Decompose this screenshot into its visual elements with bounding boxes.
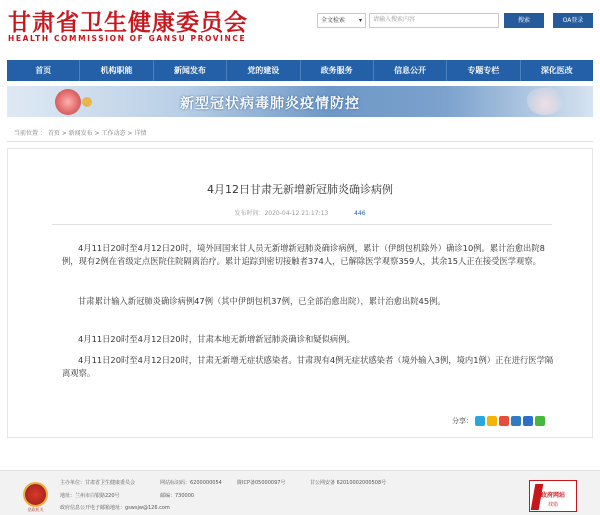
divider <box>7 141 593 142</box>
oa-login-button[interactable]: OA登录 <box>553 13 593 28</box>
search-scope-select[interactable] <box>317 13 366 28</box>
wechat-icon[interactable] <box>535 416 545 426</box>
footer-sponsor: 主办单位：甘肃省卫生健康委员会 <box>60 480 136 486</box>
site-logo-subtitle: HEALTH COMMISSION OF GANSU PROVINCE <box>8 34 247 43</box>
gov-logo-title: 政府网站 <box>540 492 565 499</box>
chevron-down-icon: ▾ <box>358 17 362 24</box>
covid-banner[interactable] <box>7 86 593 117</box>
divider <box>52 224 552 225</box>
breadcrumb[interactable]: 当前位置 ： 首页 > 新闻发布 > 工作动态 > 详情 <box>14 130 147 137</box>
search-button[interactable]: 搜索 <box>504 13 544 28</box>
nav-item-disclosure[interactable]: 信息公开 <box>374 60 447 81</box>
article-meta <box>8 208 592 217</box>
article-paragraph: 4月11日20时至4月12日20时，甘肃无新增无症状感染者。甘肃现有4例无症状感染者（境外输入3例，境内1例）正在进行医学隔离观察。 <box>62 355 554 379</box>
gov-logo-subtitle: 找错 <box>547 502 558 508</box>
main-nav <box>7 60 593 81</box>
nav-item-party[interactable]: 党的建设 <box>227 60 300 81</box>
weibo-icon[interactable] <box>499 416 509 426</box>
footer-email: 政府信息公开电子邮箱地址：gswsjw@126.com <box>60 505 170 511</box>
view-count: 446 <box>354 210 366 217</box>
emblem-caption: 党政机关 <box>27 507 44 512</box>
douban-icon[interactable] <box>523 416 533 426</box>
article-panel <box>7 148 593 438</box>
banner-title: 新型冠状病毒肺炎疫情防控 <box>180 96 360 112</box>
nav-item-topics[interactable]: 专题专栏 <box>447 60 520 81</box>
article-paragraph: 4月11日20时至4月12日20时，境外回国来甘人员无新增新冠肺炎确诊病例，累计（伊朗包机除外）确诊10例。累计治愈出院8例，现有2例在省级定点医院住院隔离治疗。累计追踪到密切接触者374人，已解除医学观察359人，其余15人正在接受医学观察。 <box>62 243 545 267</box>
nav-item-functions[interactable]: 机构职能 <box>80 60 153 81</box>
qzone-icon[interactable] <box>487 416 497 426</box>
gov-website-find-error-logo[interactable] <box>529 480 577 512</box>
virus-small-icon <box>82 97 92 107</box>
party-gov-emblem-icon[interactable] <box>23 482 48 507</box>
nav-item-news[interactable]: 新闻发布 <box>154 60 227 81</box>
search-scope-value: 全文检索 <box>321 17 346 24</box>
site-logo-title[interactable]: 甘肃省卫生健康委员会 <box>8 9 248 36</box>
footer-site-code: 网站标识码：6200000054 <box>160 480 222 486</box>
lung-icon <box>527 88 563 115</box>
nav-item-services[interactable]: 政务服务 <box>301 60 374 81</box>
share-more-icon[interactable] <box>475 416 485 426</box>
search-input[interactable] <box>369 13 499 28</box>
article-paragraph: 甘肃累计输入新冠肺炎确诊病例47例（其中伊朗包机37例，已全部治愈出院），累计治愈出院45例。 <box>78 296 446 306</box>
footer-postcode: 邮编：730000 <box>160 493 195 499</box>
footer-address: 地址：兰州市白银路220号 <box>60 493 120 499</box>
nav-item-reform[interactable]: 深化医改 <box>540 66 573 75</box>
article-title: 4月12日甘肃无新增新冠肺炎确诊病例 <box>207 183 393 196</box>
virus-icon <box>55 89 81 115</box>
share-bar <box>452 416 545 426</box>
share-label: 分享： <box>452 417 473 425</box>
footer-police-record[interactable]: 甘公网安备 62010002000508号 <box>310 480 387 486</box>
site-header <box>0 0 600 58</box>
search-placeholder: 请输入搜索内容 <box>373 16 416 23</box>
publish-time: 发布时间：2020-04-12 21:17:13 <box>234 210 329 217</box>
article-paragraph: 4月11日20时至4月12日20时，甘肃本地无新增新冠肺炎确诊和疑似病例。 <box>78 334 355 344</box>
renren-icon[interactable] <box>511 416 521 426</box>
nav-item-home[interactable]: 首页 <box>7 60 80 81</box>
footer-icp[interactable]: 陇ICP备05000097号 <box>237 480 286 486</box>
